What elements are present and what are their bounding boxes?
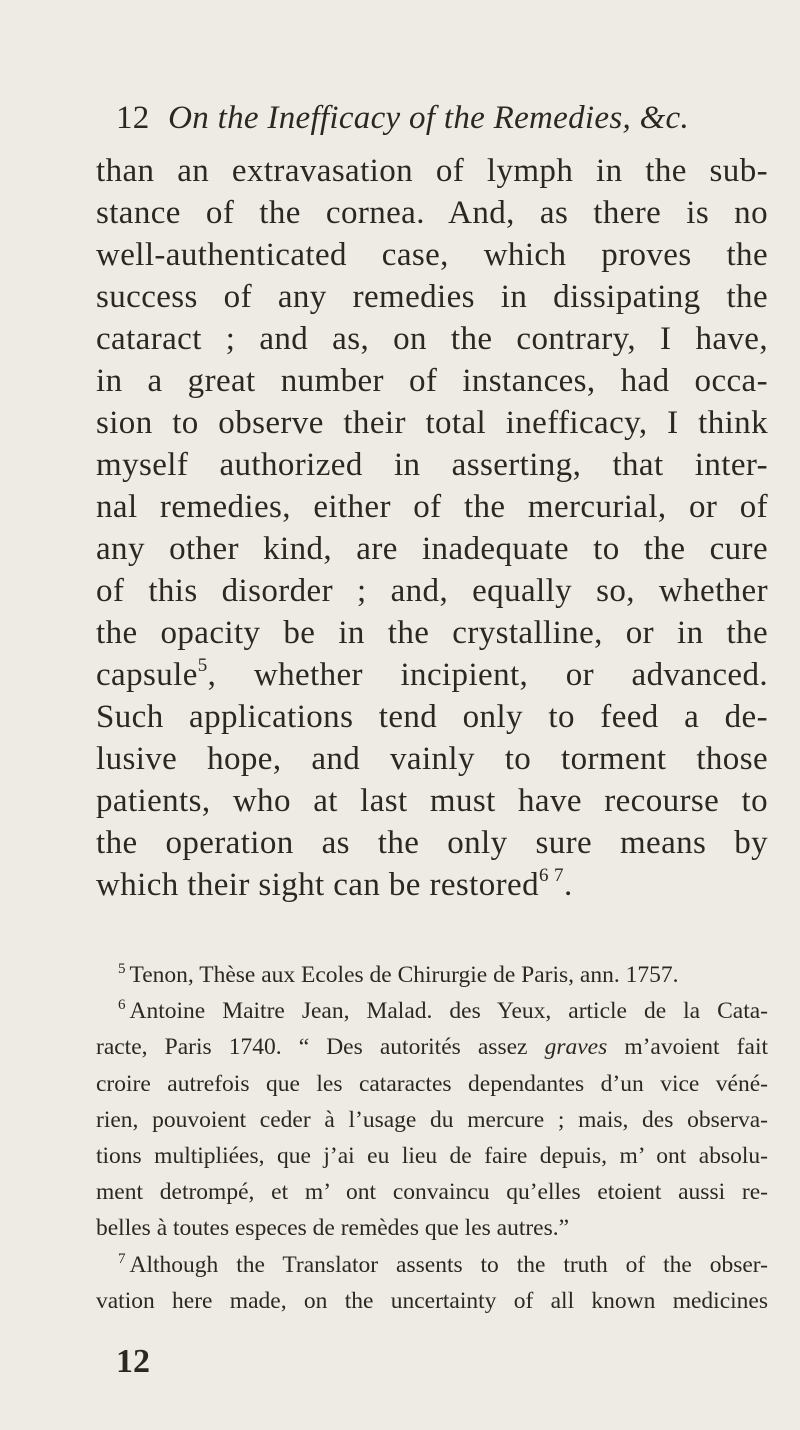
footnote-7 bbox=[96, 1247, 768, 1283]
text-line: of this disorder ; and, equally so, whether bbox=[96, 573, 768, 609]
text-line: Such applications tend only to feed a de- bbox=[96, 699, 768, 735]
text-line: success of any remedies in dissipating the bbox=[96, 279, 768, 315]
main-text bbox=[96, 150, 768, 906]
text-line: well-authenticated case, which proves the bbox=[96, 237, 768, 273]
signature-mark: 12 bbox=[116, 1343, 150, 1380]
text-line bbox=[96, 654, 768, 696]
footnote-text: Tenon, Thèse aux Ecoles de Chirurgie de Paris, ann. 1757. bbox=[129, 962, 679, 988]
text-fragment: capsule bbox=[96, 657, 198, 693]
footnote-italic: graves bbox=[544, 1034, 608, 1061]
footnote-line bbox=[96, 1029, 768, 1065]
footnote-line: croire autrefois que les cataractes dependantes d’un vice véné- bbox=[96, 1070, 768, 1097]
running-head-title: On the Inefficacy of the Remedies, bbox=[168, 100, 632, 136]
footnotes bbox=[96, 957, 768, 1319]
text-line: lusive hope, and vainly to torment those bbox=[96, 741, 768, 777]
text-line: patients, who at last must have recourse to bbox=[96, 783, 768, 819]
footnote-line: rien, pouvoient ceder à l’usage du mercure ; mais, des observa- bbox=[96, 1106, 768, 1133]
text-line: cataract ; and as, on the contrary, I have, bbox=[96, 321, 768, 357]
text-line: myself authorized in asserting, that inter- bbox=[96, 447, 768, 483]
text-line: sion to observe their total inefficacy, I think bbox=[96, 405, 768, 441]
text-line: the operation as the only sure means by bbox=[96, 825, 768, 861]
text-line: stance of the cornea. And, as there is no bbox=[96, 195, 768, 231]
footnote-line: vation here made, on the uncertainty of all known medicines bbox=[96, 1287, 768, 1314]
footnote-line: ment detrompé, et m’ ont convaincu qu’elles etoient aussi re- bbox=[96, 1179, 768, 1206]
footnote-line: belles à toutes especes de remèdes que les autres.” bbox=[96, 1215, 570, 1242]
text-line: nal remedies, either of the mercurial, or of bbox=[96, 489, 768, 525]
footnote-6 bbox=[96, 993, 768, 1029]
text-fragment: which their sight can be restored bbox=[96, 867, 539, 903]
text-line: than an extravasation of lymph in the sub- bbox=[96, 153, 768, 189]
running-head-etc: &c. bbox=[639, 100, 690, 136]
footnote-line: tions multipliées, que j’ai eu lieu de faire depuis, m’ ont absolu- bbox=[96, 1142, 768, 1169]
footnote-text: Although the Translator assents to the truth of the obser- bbox=[129, 1251, 768, 1278]
footnote-mark: 7 bbox=[118, 1250, 126, 1267]
footnote-reference-5: 5 bbox=[197, 655, 208, 676]
page-number: 12 bbox=[116, 100, 150, 136]
text-fragment: , whether incipient, or advanced. bbox=[207, 657, 768, 693]
footnote-text: Antoine Maitre Jean, Malad. des Yeux, article de la Cata- bbox=[129, 998, 768, 1025]
footnote-5 bbox=[96, 957, 768, 993]
text-fragment: . bbox=[563, 867, 573, 903]
text-line: any other kind, are inadequate to the cure bbox=[96, 531, 768, 567]
text-line: in a great number of instances, had occa- bbox=[96, 363, 768, 399]
footnote-text: m’avoient fait bbox=[607, 1034, 769, 1061]
footnote-text: racte, Paris 1740. “ Des autorités assez bbox=[96, 1034, 545, 1061]
text-line bbox=[96, 864, 768, 906]
footnote-mark: 5 bbox=[118, 961, 126, 977]
footnote-mark: 6 bbox=[118, 997, 126, 1014]
running-head bbox=[116, 96, 776, 140]
footnote-reference-6-7: 6 7 bbox=[538, 865, 564, 886]
text-line: the opacity be in the crystalline, or in the bbox=[96, 615, 768, 651]
